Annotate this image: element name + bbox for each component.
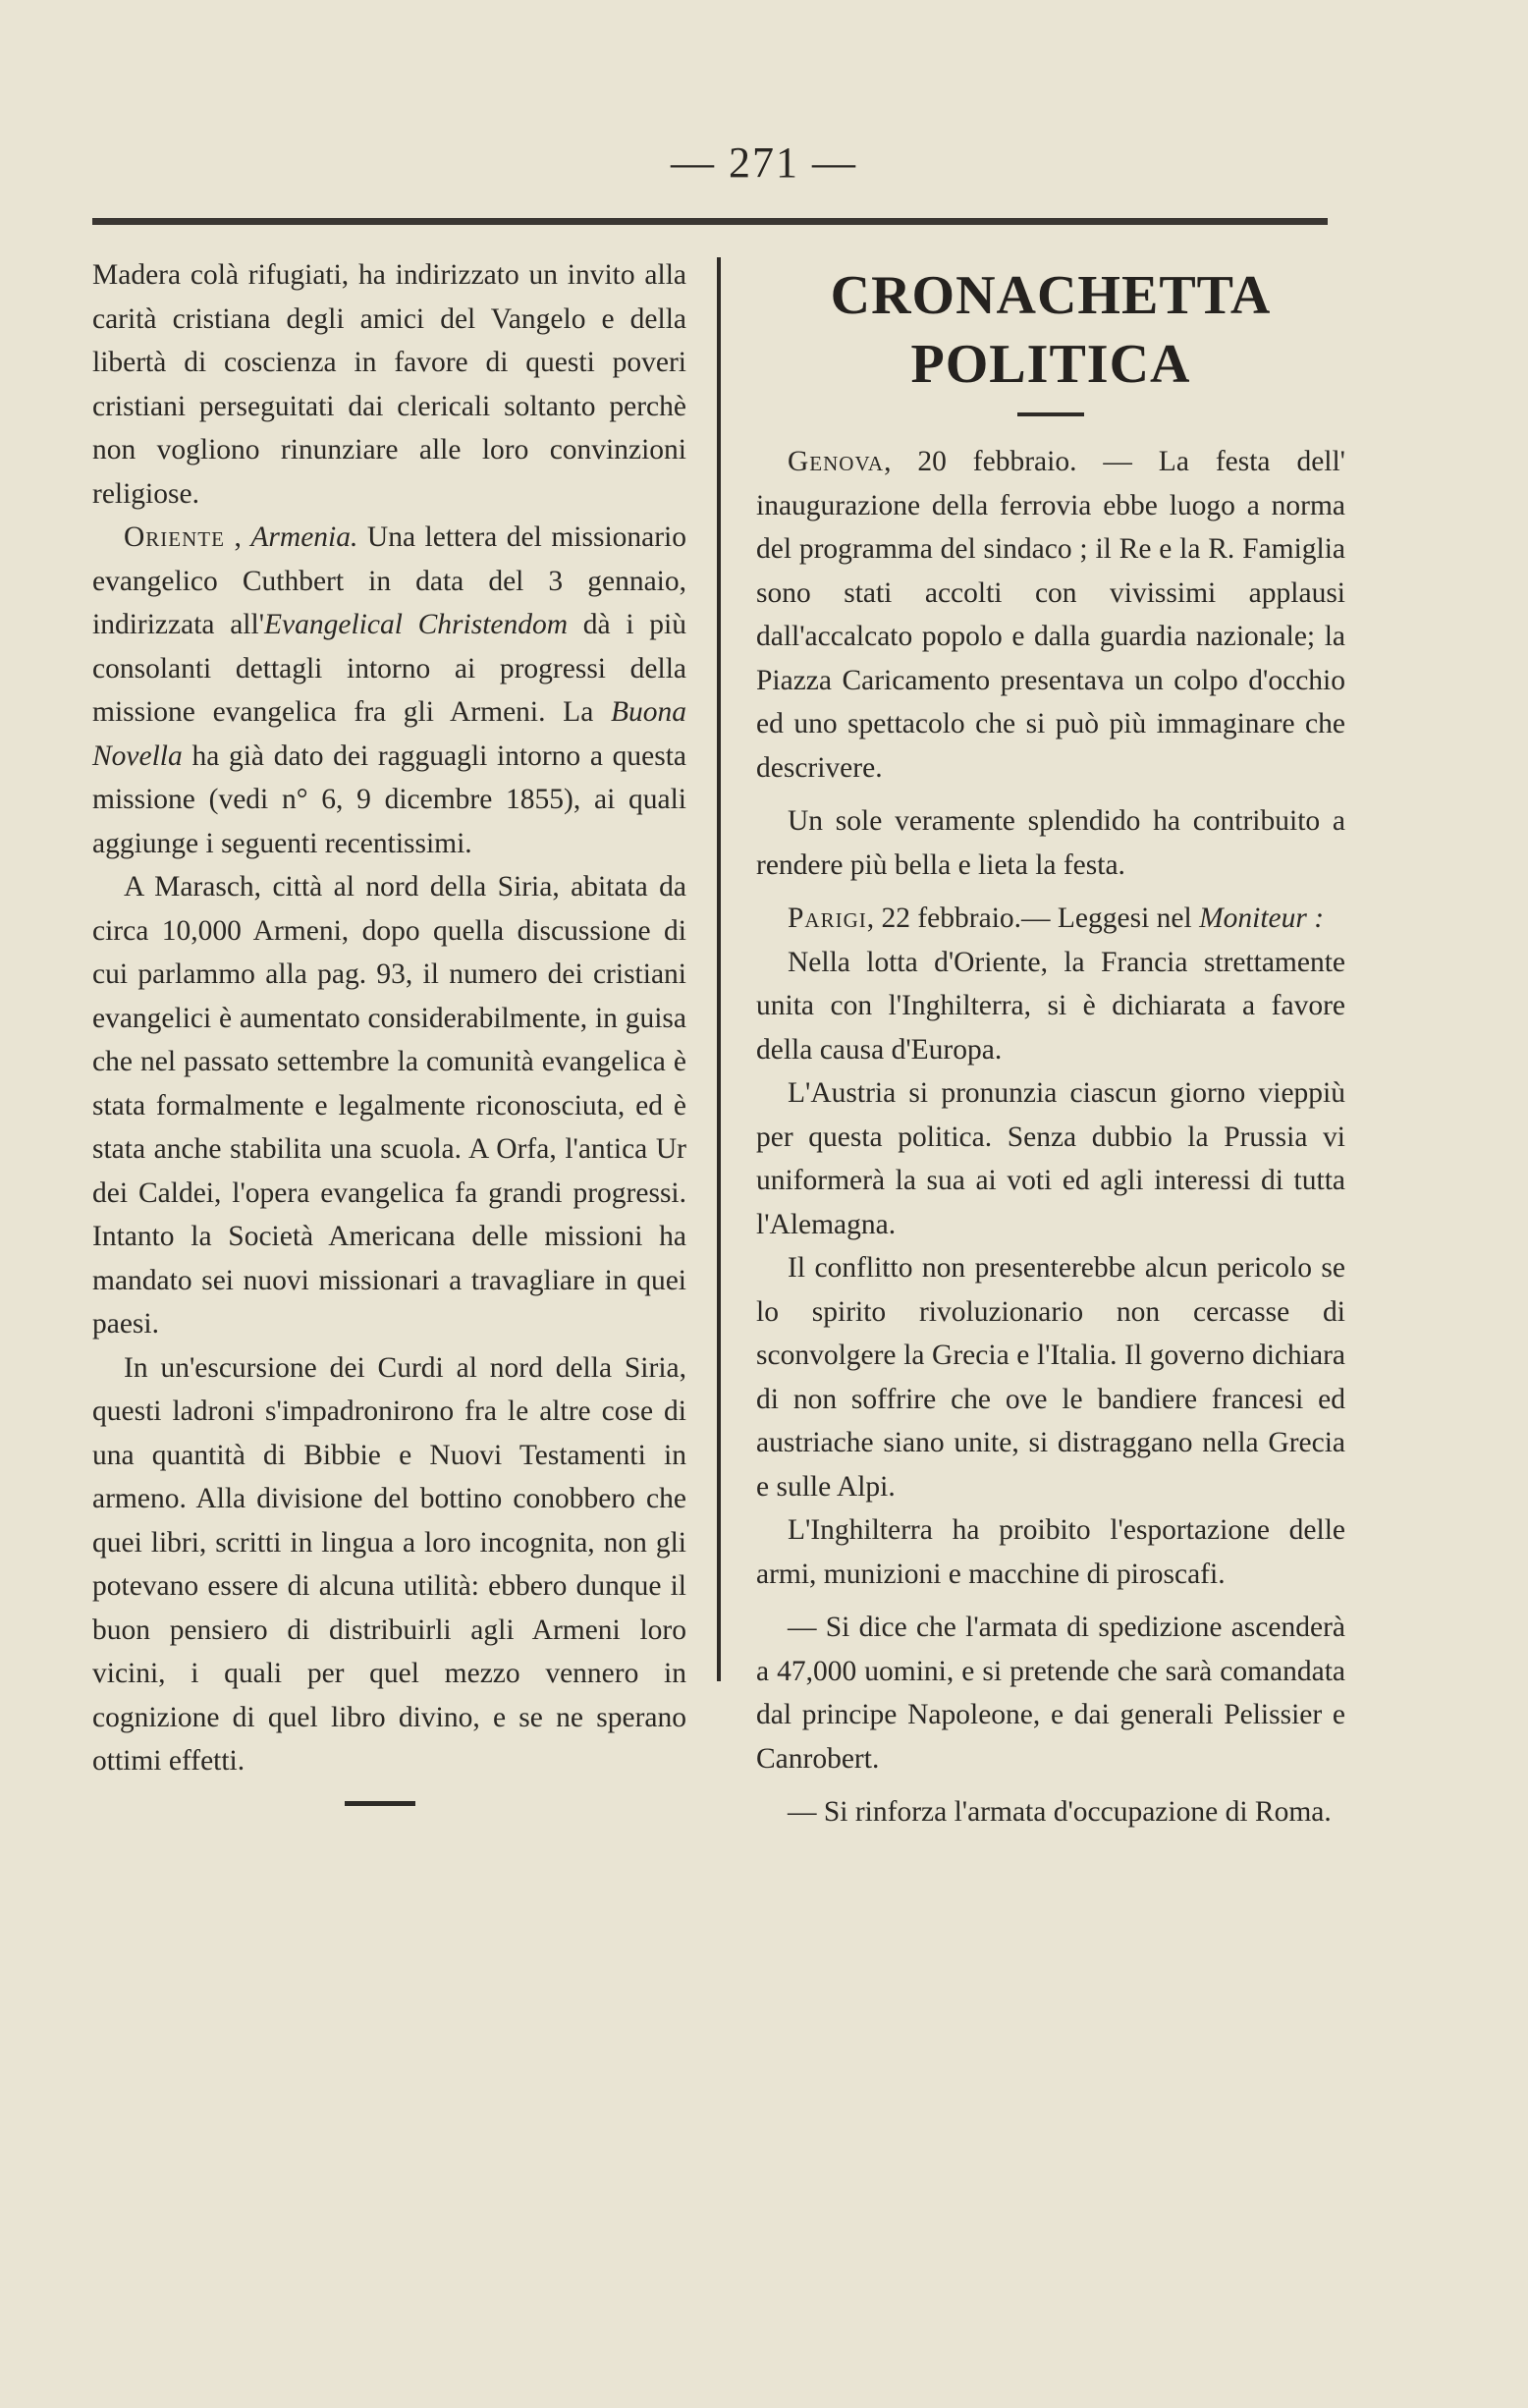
paragraph-parigi (756, 897, 1345, 941)
end-dash (345, 1801, 415, 1806)
text-segment: , 22 febbraio.— Leggesi nel (866, 903, 1200, 934)
right-column (756, 253, 1345, 1834)
publication-title: Evangelical Christendom (264, 609, 569, 640)
header-rule (92, 218, 1328, 225)
section-title: CRONACHETTA POLITICA (830, 265, 1272, 395)
page-number: — 271 — (671, 138, 857, 187)
dateline-place: Genova (788, 446, 885, 477)
left-column (92, 253, 686, 1806)
paragraph-conflitto: Il conflitto non presenterebbe alcun pericolo se lo spirito rivoluzionario non cercasse di sconvolgere la Grecia e l'Italia. Il governo dichiara di non soffrire che ove le bandiere francesi ed austriache siano unite, si distraggano nella Grecia e sulle Alpi. (756, 1252, 1345, 1503)
paragraph-marasch: A Marasch, città al nord della Siria, abitata da circa 10,000 Armeni, dopo quella discussione di cui parlammo alla pag. 93, il numero dei cristiani evangelici è aumentato considerabilmente, in guisa che nel passato settembre la comunità evangelica è stata formalmente e legalmente riconosciuta, ed è stata anche stabilita una scuola. A Orfa, l'antica Ur dei Caldei, l'opera evangelica fa grandi progressi. Intanto la Società Americana delle missioni ha mandato sei nuovi missionari a travagliare in quei paesi. (92, 871, 686, 1340)
section-heading-oriente: Oriente (124, 521, 225, 553)
text-segment: ha già dato dei ragguagli intorno a questa missione (vedi n° 6, 9 dicembre 1855), ai quali aggiunge i seguenti recentissimi. (92, 739, 686, 859)
paragraph-lotta: Nella lotta d'Oriente, la Francia strettamente unita con l'Inghilterra, si è dichiarata a favore della causa d'Europa. (756, 946, 1345, 1066)
title-dash (1017, 412, 1084, 416)
paragraph-curdi: In un'escursione dei Curdi al nord della Siria, questi ladroni s'impadronirono fra le altre cose di una quantità di Bibbie e Nuovi Testamenti in armeno. Alla divisione del bottino conobbero che quei libri, scritti in lingua a loro incognita, non gli potevano essere di alcuna utilità: ebbero dunque il buon pensiero di distribuirli agli Armeni loro vicini, i quali per quel mezzo vennero in cognizione di quel libro divino, e se ne sperano ottimi effetti. (92, 1351, 686, 1777)
text-segment: dà i più consolanti dettagli intorno ai progressi della missione evangelica fra gli Armeni. La (92, 609, 686, 728)
paragraph-inghilterra: L'Inghilterra ha proibito l'esportazione delle armi, munizioni e macchine di piroscafi. (756, 1514, 1345, 1590)
paragraph-sole: Un sole veramente splendido ha contribuito a rendere più bella e lieta la festa. (756, 805, 1345, 881)
text-segment: Una lettera del missionario evangelico Cuthbert in data del 3 gennaio, indirizzata all' (92, 521, 687, 640)
paragraph-madera: Madera colà rifugiati, ha indirizzato un invito alla carità cristiana degli amici del Vangelo e della libertà di coscienza in favore di questi poveri cristiani perseguitati dai clericali soltanto perchè non vogliono rinunziare alle loro convinzioni religiose. (92, 259, 686, 510)
publication-title: Buona Novella (92, 696, 686, 772)
separator: , (224, 521, 251, 553)
paragraph-roma: — Si rinforza l'armata d'occupazione di Roma. (788, 1796, 1332, 1828)
text-segment: , 20 febbraio. — La festa dell' inaugurazione della ferrovia ebbe luogo a norma del programma del sindaco ; il Re e la R. Famiglia sono stati accolti con vivissimi applausi dall'accalcato popolo e dalla guardia nazionale; la Piazza Caricamento presentava un colpo d'occhio ed uno spettacolo che si può più immaginare che descrivere. (756, 446, 1345, 784)
column-divider (717, 257, 721, 1681)
paragraph-austria: L'Austria si pronunzia ciascun giorno vieppiù per questa politica. Senza dubbio la Prussia vi uniformerà la sua ai voti ed agli interessi di tutta l'Alemagna. (756, 1077, 1345, 1240)
paragraph-genova (756, 440, 1345, 790)
publication-title: Moniteur : (1199, 903, 1325, 934)
place-armenia: Armenia. (250, 521, 358, 553)
dateline-place: Parigi (788, 903, 867, 934)
paragraph-spedizione: — Si dice che l'armata di spedizione ascenderà a 47,000 uomini, e si pretende che sarà comandata dal principe Napoleone, e dai generali Pelissier e Canrobert. (756, 1612, 1345, 1775)
paragraph-oriente (92, 516, 686, 865)
